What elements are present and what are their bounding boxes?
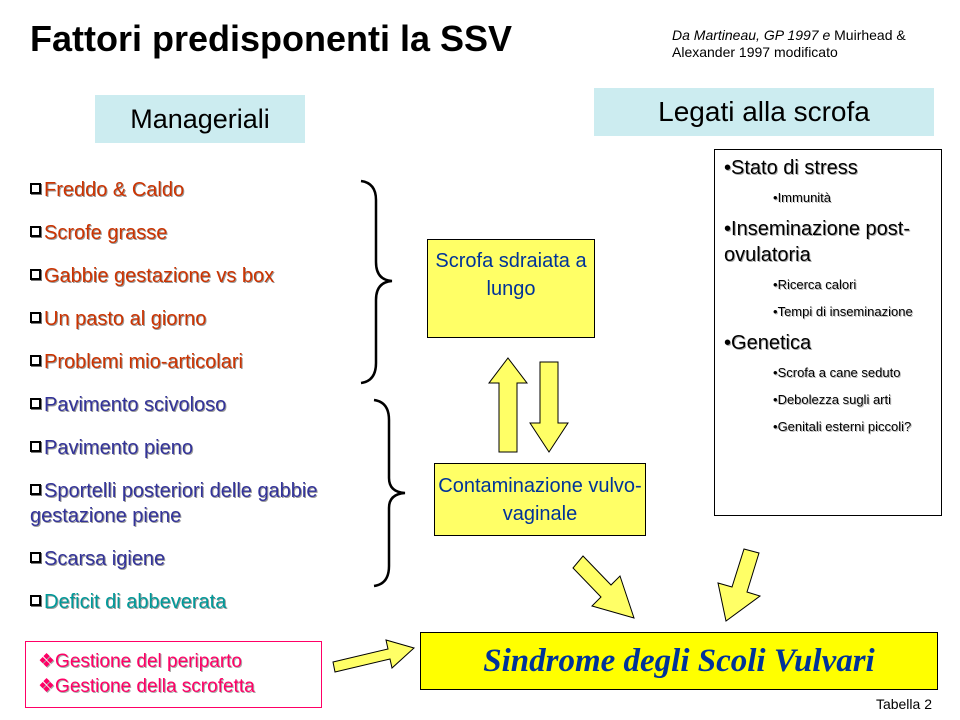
sow-factor-main: •Stato di stress bbox=[724, 157, 858, 179]
sow-factor-label: Genetica bbox=[731, 332, 812, 354]
factor-text: Gabbie gestazione vs box bbox=[44, 265, 275, 287]
factor-text: Un pasto al giorno bbox=[44, 308, 207, 330]
factor-text: Pavimento pieno bbox=[44, 437, 193, 459]
sow-factor-sub-text: Debolezza sugli arti bbox=[777, 392, 892, 407]
sow-factor-sub: •Tempi di inseminazione bbox=[773, 304, 913, 319]
sow-factor-sub-text: Immunità bbox=[777, 190, 832, 205]
sow-factor-sub: •Immunità bbox=[773, 190, 832, 205]
brace-lower bbox=[374, 400, 405, 586]
factor-text: Freddo & Caldo bbox=[44, 179, 185, 201]
arrow-to-result-left bbox=[573, 556, 634, 618]
arrow-mgmt-to-result bbox=[333, 640, 414, 672]
contamination-box: Contaminazione vulvo-vaginale bbox=[434, 463, 646, 536]
factor-text: Deficit di abbeverata bbox=[44, 591, 227, 613]
sow-factor-main: •Inseminazione post-ovulatoria bbox=[724, 218, 910, 266]
result-box: Sindrome degli Scoli Vulvari bbox=[420, 632, 938, 690]
factor-text: Sportelli posteriori delle gabbie gestazione piene bbox=[30, 480, 318, 527]
sow-factor-sub-text: Tempi di inseminazione bbox=[777, 304, 913, 319]
arrow-to-result-right bbox=[718, 549, 760, 621]
page-title: Fattori predisponenti la SSV bbox=[30, 18, 513, 59]
sow-factor-label: Stato di stress bbox=[731, 157, 858, 179]
source-rest: Muirhead & Alexander 1997 modificato bbox=[672, 27, 906, 60]
sow-factor-sub-text: Genitali esterni piccoli? bbox=[777, 419, 912, 434]
source-italic: Da Martineau, GP 1997 e bbox=[672, 27, 831, 43]
arrow-down bbox=[530, 362, 568, 452]
header-legati-scrofa: Legati alla scrofa bbox=[594, 88, 934, 136]
sow-factor-sub: •Genitali esterni piccoli? bbox=[773, 419, 912, 434]
sow-factor-sub: •Scrofa a cane seduto bbox=[773, 365, 901, 380]
factor-text: Pavimento scivoloso bbox=[44, 394, 227, 416]
sow-factor-sub: •Ricerca calori bbox=[773, 277, 857, 292]
management-item: ❖Gestione della scrofetta bbox=[38, 676, 255, 697]
management-item: ❖Gestione del periparto bbox=[38, 651, 242, 672]
table-label: Tabella 2 bbox=[875, 696, 932, 712]
factor-text: Scarsa igiene bbox=[44, 548, 166, 570]
header-manageriali: Manageriali bbox=[95, 95, 305, 143]
factor-text: Problemi mio-articolari bbox=[44, 351, 243, 373]
sow-factor-label: Inseminazione post-ovulatoria bbox=[724, 218, 910, 266]
sow-factor-main: •Genetica bbox=[724, 332, 812, 354]
sow-factor-sub-text: Ricerca calori bbox=[777, 277, 857, 292]
lying-sow-box: Scrofa sdraiata a lungo bbox=[427, 239, 595, 338]
sow-factor-sub: •Debolezza sugli arti bbox=[773, 392, 892, 407]
arrow-up bbox=[489, 358, 527, 452]
management-box bbox=[25, 641, 322, 708]
management-item-text: Gestione della scrofetta bbox=[55, 676, 255, 697]
sow-factor-sub-text: Scrofa a cane seduto bbox=[777, 365, 901, 380]
management-item-text: Gestione del periparto bbox=[55, 651, 242, 672]
sow-factor-box bbox=[714, 149, 942, 516]
factor-text: Scrofe grasse bbox=[44, 222, 168, 244]
brace-upper bbox=[361, 181, 392, 383]
